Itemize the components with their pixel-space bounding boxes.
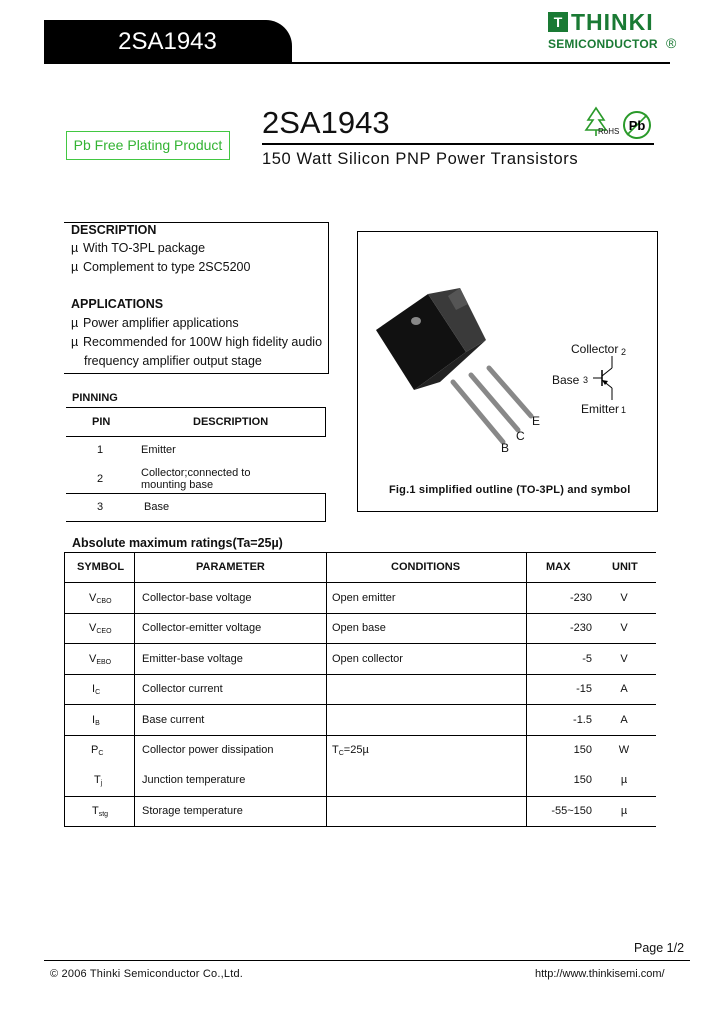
- pin-number: 1: [97, 444, 104, 456]
- max-cell: -1.5: [573, 714, 592, 726]
- description-item-text: With TO-3PL package: [83, 241, 206, 255]
- unit-cell: A: [620, 683, 628, 695]
- parameter-col-header: PARAMETER: [196, 561, 265, 573]
- unit-cell: V: [620, 592, 628, 604]
- pin-col-header: PIN: [92, 416, 111, 428]
- conditions-col-header: CONDITIONS: [391, 561, 461, 573]
- lead-label-e: E: [532, 414, 541, 428]
- pin-description: Base: [144, 501, 170, 513]
- footer-rule: [44, 960, 690, 961]
- symbol-collector-number: 2: [621, 347, 627, 357]
- bullet: µ: [71, 316, 79, 330]
- figure-caption: Fig.1 simplified outline (TO-3PL) and symbol: [389, 484, 631, 496]
- symbol-cell: $T_j$: [94, 774, 103, 787]
- symbol-col-header: SYMBOL: [77, 561, 125, 573]
- ratings-table: [64, 552, 656, 828]
- parameter-cell: Collector current: [142, 683, 223, 695]
- logo-mark-icon: T: [548, 12, 568, 32]
- pb-free-badge: Pb Free Plating Product: [66, 131, 230, 160]
- application-item-text: Recommended for 100W high fidelity audio: [83, 335, 323, 349]
- symbol-cell: $P_C$: [91, 744, 104, 757]
- unit-cell: A: [620, 714, 628, 726]
- unit-cell: W: [618, 744, 630, 756]
- unit-cell: V: [620, 622, 628, 634]
- description-item-text: Complement to type 2SC5200: [83, 260, 251, 274]
- pb-label: Pb: [628, 118, 646, 133]
- title-rule: [262, 143, 654, 145]
- header-part-number: 2SA1943: [118, 28, 217, 55]
- symbol-cell: $V_{CEO}$: [89, 622, 112, 635]
- symbol-emitter-label: Emitter: [581, 402, 620, 416]
- parameter-cell: Collector-base voltage: [142, 592, 252, 604]
- symbol-base-label: Base: [552, 373, 580, 387]
- pin-desc-col-header: DESCRIPTION: [193, 416, 269, 428]
- unit-cell: µ: [620, 805, 628, 817]
- pin-number: 2: [97, 473, 104, 485]
- symbol-collector-label: Collector: [571, 342, 619, 356]
- max-cell: 150: [573, 744, 592, 756]
- logo-registered: ®: [666, 35, 677, 51]
- copyright: © 2006 Thinki Semiconductor Co.,Ltd.: [50, 968, 244, 980]
- symbol-cell: $T_{stg}$: [92, 805, 109, 818]
- max-col-header: MAX: [546, 561, 571, 573]
- page-title: 2SA1943: [262, 105, 390, 140]
- bullet: µ: [71, 241, 79, 255]
- application-item-continued: frequency amplifier output stage: [84, 354, 262, 368]
- symbol-cell: $I_B$: [92, 714, 100, 727]
- bullet: µ: [71, 335, 79, 349]
- parameter-cell: Storage temperature: [142, 805, 243, 817]
- logo-name: THINKI: [571, 9, 654, 35]
- parameter-cell: Collector-emitter voltage: [142, 622, 262, 634]
- pnp-transistor-symbol-icon: [590, 354, 630, 402]
- page-subtitle: 150 Watt Silicon PNP Power Transistors: [262, 150, 579, 168]
- parameter-cell: Base current: [142, 714, 205, 726]
- symbol-emitter-number: 1: [621, 405, 627, 415]
- parameter-cell: Junction temperature: [142, 774, 246, 786]
- unit-cell: µ: [620, 774, 628, 786]
- pb-free-icon: [622, 110, 652, 140]
- conditions-cell: $T_C=25\mu$: [332, 744, 369, 757]
- description-heading: DESCRIPTION: [71, 223, 157, 237]
- applications-heading: APPLICATIONS: [71, 297, 164, 311]
- symbol-cell: $I_C$: [92, 683, 101, 696]
- application-item: [71, 315, 239, 331]
- page-number: Page 1/2: [634, 941, 685, 955]
- pin-description-continued: mounting base: [141, 479, 214, 491]
- symbol-cell: $V_{EBO}$: [89, 653, 112, 666]
- max-cell: 150: [573, 774, 592, 786]
- pin-number: 3: [97, 501, 104, 513]
- ratings-heading: Absolute maximum ratings(Ta=25µ): [72, 536, 283, 550]
- pin-description: Collector;connected to: [141, 467, 251, 479]
- conditions-cell: Open collector: [332, 653, 403, 665]
- max-cell: -15: [576, 683, 592, 695]
- max-cell: -230: [569, 622, 592, 634]
- application-item: [71, 334, 322, 350]
- pinning-table: [66, 407, 326, 522]
- bullet: µ: [71, 260, 79, 274]
- symbol-cell: $V_{CBO}$: [89, 592, 112, 605]
- max-cell: -230: [569, 592, 592, 604]
- lead-label-b: B: [501, 441, 510, 455]
- rohs-label: RoHS: [598, 127, 620, 136]
- symbol-base-number: 3: [583, 375, 589, 385]
- max-cell: -5: [582, 653, 592, 665]
- pinning-heading: PINNING: [72, 392, 118, 404]
- website-link[interactable]: http://www.thinkisemi.com/: [535, 968, 665, 980]
- parameter-cell: Emitter-base voltage: [142, 653, 243, 665]
- unit-cell: V: [620, 653, 628, 665]
- conditions-cell: Open emitter: [332, 592, 396, 604]
- lead-label-c: C: [516, 429, 525, 443]
- application-item-text: Power amplifier applications: [83, 316, 239, 330]
- description-item: [71, 240, 205, 256]
- conditions-cell: Open base: [332, 622, 386, 634]
- logo-subtitle: SEMICONDUCTOR: [548, 37, 658, 51]
- pin-description: Emitter: [141, 444, 176, 456]
- max-cell: -55~150: [551, 805, 592, 817]
- unit-col-header: UNIT: [612, 561, 638, 573]
- parameter-cell: Collector power dissipation: [142, 744, 274, 756]
- description-item: [71, 259, 250, 275]
